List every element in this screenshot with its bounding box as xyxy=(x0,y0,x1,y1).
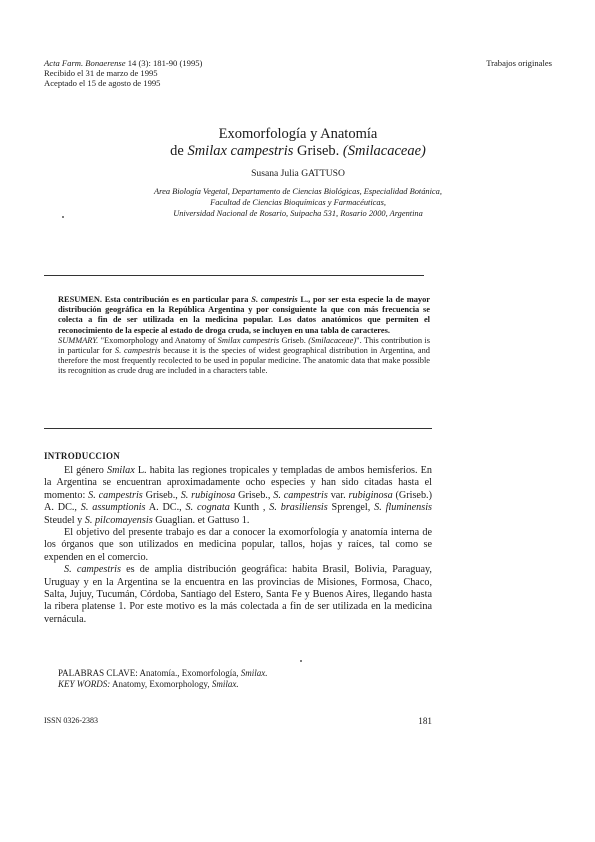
summary-text-b: Griseb. xyxy=(279,335,309,345)
page-number: 181 xyxy=(418,716,432,726)
summary-paragraph xyxy=(58,336,430,377)
p1-genus: Smilax xyxy=(106,465,135,476)
resumen-text-b: L., por ser esta especie la de mayor distribución geográfica en la República Argentina y por consiguiente la que con más frecuencia se colecta a fin de ser utilizada en la medicina popular. Los datos anatómicos que permiten el reconocimiento de la especie al estado de droga cruda, se incluyen en una tabla de caracteres. xyxy=(58,295,430,335)
resumen-text-a: Esta contribución es en particular para xyxy=(101,295,252,304)
p1-species-5: S. assumptionis xyxy=(80,502,146,514)
intro-heading: INTRODUCCION xyxy=(44,451,121,461)
summary-species: Smilax campestris xyxy=(217,335,280,345)
issn: ISSN 0326-2383 xyxy=(44,716,99,725)
p3-species: S. campestris xyxy=(64,564,121,576)
section-label: Trabajos originales xyxy=(486,58,552,68)
abstract-block xyxy=(58,295,430,377)
title-species: Smilax campestris xyxy=(187,143,294,159)
keywords-es-label: PALABRAS CLAVE: xyxy=(58,668,138,678)
keywords-en xyxy=(58,679,438,690)
accepted-date: Aceptado el 15 de agosto de 1995 xyxy=(44,78,161,88)
p1-text-c: Griseb., xyxy=(142,489,181,501)
title-authority: Griseb. xyxy=(293,143,343,159)
p1-text-f: (Griseb.) A. DC., xyxy=(44,489,432,514)
keywords-es xyxy=(58,668,438,679)
summary-text-c: ". This contribution is in particular for xyxy=(58,335,430,356)
p1-text-j: Steudel y xyxy=(44,514,85,526)
intro-paragraph-1 xyxy=(44,465,432,527)
p1-text-a: El género xyxy=(64,465,107,476)
resumen-species: S. campestris xyxy=(251,295,298,304)
keywords-es-text: Anatomía., Exomorfología, xyxy=(137,668,241,678)
p1-text-h: Kunth , xyxy=(229,502,270,514)
affiliation-line-1: Area Biología Vegetal, Departamento de Ciencias Biológicas, Especialidad Botánica, xyxy=(154,187,442,196)
p3-text: es de amplia distribución geográfica: habita Brasil, Bolivia, Paraguay, Uruguay y en la Argentina se la encuentra en las provincias de Misiones, Formosa, Chaco, Salta, Jujuy, Tucumán, Córdoba, Santiago del Estero, Santa Fe y Buenos Aires, llegando hasta la ribera platense 1. Por este motivo es la más colectada a fin de ser utilizada en la medicina vernácula. xyxy=(44,564,432,625)
paper-title xyxy=(60,126,536,160)
p1-text-d: Griseb., xyxy=(235,489,274,501)
p1-text-e: var. xyxy=(327,489,349,501)
keywords-en-genus: Smilax. xyxy=(211,679,239,689)
upper-rule xyxy=(44,275,424,276)
p1-text-i: Sprengel, xyxy=(327,502,375,514)
summary-species-2: S. campestris xyxy=(114,346,161,356)
title-family: (Smilacaceae) xyxy=(342,143,426,159)
resumen-paragraph xyxy=(58,295,430,336)
received-date: Recibido el 31 de marzo de 1995 xyxy=(44,68,158,78)
journal-name: Acta Farm. Bonaerense xyxy=(44,58,126,68)
intro-body xyxy=(44,465,432,626)
intro-paragraph-3 xyxy=(44,564,432,626)
p1-species-9: S. pilcomayensis xyxy=(84,514,153,526)
title-line-2 xyxy=(60,143,536,160)
scan-speck-2 xyxy=(300,660,302,662)
affiliation xyxy=(70,186,526,219)
affiliation-line-2: Facultad de Ciencias Bioquímicas y Farmacéuticas, xyxy=(210,198,386,207)
keywords-block xyxy=(58,668,438,690)
resumen-label: RESUMEN. xyxy=(58,295,102,304)
p1-species-3: S. campestris xyxy=(273,489,328,501)
article-meta xyxy=(44,58,304,88)
author-name: Susana Julia GATTUSO xyxy=(251,168,345,179)
affiliation-line-3: Universidad Nacional de Rosario, Suipacha 531, Rosario 2000, Argentina xyxy=(173,209,423,218)
p1-species-8: S. fluminensis xyxy=(374,502,433,514)
summary-family: (Smilacaceae) xyxy=(308,335,357,345)
scan-speck xyxy=(62,216,64,218)
keywords-en-text: Anatomy, Exomorphology, xyxy=(110,679,212,689)
p1-species-2: S. rubiginosa xyxy=(180,489,236,501)
summary-text-d: because it is the species of widest geographical distribution in Argentina, and therefore the most frequently recolected to be used in popular medicine. The anatomic data that make possible its recognition as crude drug are included in a characters table. xyxy=(58,346,430,376)
citation-volume: 14 (3): 181-90 (1995) xyxy=(127,58,203,68)
p1-species-4: rubiginosa xyxy=(348,489,393,501)
title-line-1: Exomorfología y Anatomía xyxy=(218,126,378,142)
title-prefix: de xyxy=(170,143,188,159)
summary-label: SUMMARY. xyxy=(58,335,99,345)
keywords-es-genus: Smilax. xyxy=(240,668,268,678)
p1-species-1: S. campestris xyxy=(88,489,143,501)
p1-text-k: Guaglian. et Gattuso 1. xyxy=(152,514,250,526)
keywords-en-label: KEY WORDS: xyxy=(58,679,111,689)
journal-citation xyxy=(44,58,304,68)
p1-species-6: S. cognata xyxy=(185,502,230,514)
summary-text-a: "Exomorphology and Anatomy of xyxy=(98,335,218,345)
p1-species-7: S. brasiliensis xyxy=(269,502,328,514)
lower-rule xyxy=(44,428,432,429)
p1-text-b: L. habita las regiones tropicales y templadas de ambos hemisferios. En la Argentina se encuentran aproximadamente ocho especies y han sido citadas hasta el momento: xyxy=(44,465,432,501)
intro-paragraph-2: El objetivo del presente trabajo es dar a conocer la exomorfología y anatomía interna de los órganos que son utilizados en medicina popular, tallos, hojas y raíces, tal como se expenden en el comercio. xyxy=(44,527,432,563)
p1-text-g: A. DC., xyxy=(145,502,186,514)
